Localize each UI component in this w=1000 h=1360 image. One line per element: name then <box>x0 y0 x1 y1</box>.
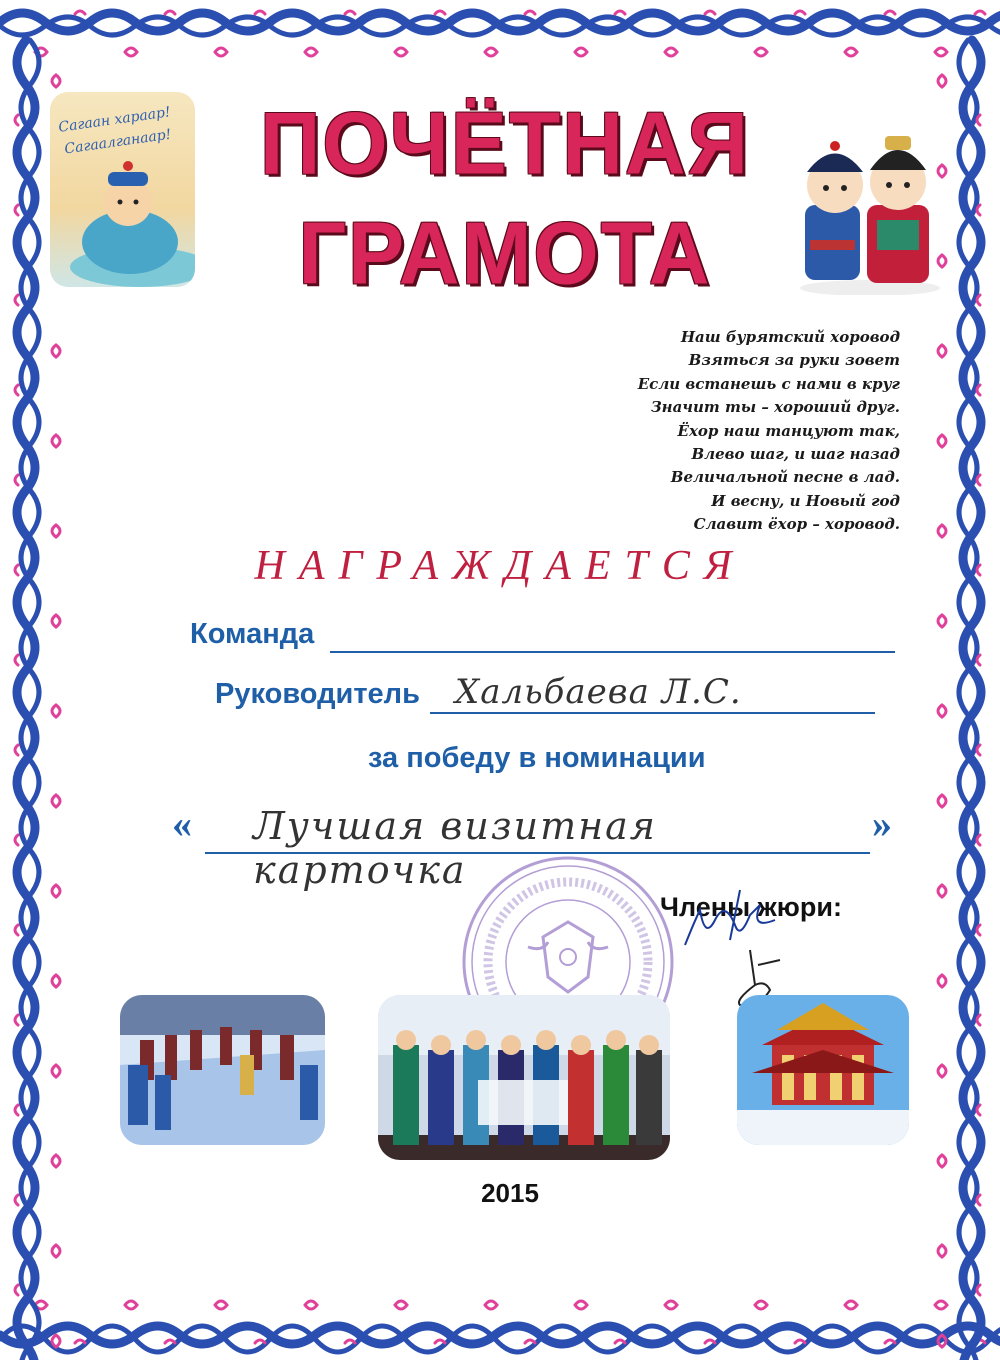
border-ornament <box>575 48 587 56</box>
quote-open: « <box>172 801 192 846</box>
border-ornament <box>345 1340 355 1343</box>
nomination-field-line <box>205 802 870 892</box>
border-ornament <box>52 75 60 87</box>
poem-line: Взяться за руки зовет <box>688 351 900 370</box>
border-ornament <box>52 1335 60 1347</box>
border-ornament <box>52 1245 60 1257</box>
border-ornament <box>345 11 355 14</box>
border-ornament <box>938 435 946 447</box>
border-ornament <box>938 885 946 897</box>
border-ornament <box>977 385 980 395</box>
border-ornament <box>15 925 18 935</box>
border-ornament <box>938 1155 946 1167</box>
border-ornament <box>52 615 60 627</box>
border-ornament <box>938 795 946 807</box>
buryat-children-icon <box>795 110 945 295</box>
border-ornament <box>665 48 677 56</box>
border-ornament <box>845 48 857 56</box>
border-ornament <box>75 11 85 14</box>
border-ornament <box>938 1065 946 1077</box>
photo-temple <box>737 995 909 1145</box>
jury-label: Члены жюри: <box>660 892 842 922</box>
badge-text-line1: Сагаан хараар! <box>57 104 172 136</box>
signature-1 <box>680 880 790 950</box>
leader-value: Хальбаева Л.С. <box>455 672 742 712</box>
poem-line: Славит ёхор – хоровод. <box>693 515 900 534</box>
poem-line: Значит ты – хороший друг. <box>650 398 900 417</box>
leader-label: Руководитель <box>215 678 420 710</box>
border-ornament <box>938 1245 946 1257</box>
leader-field-line <box>430 672 875 714</box>
border-ornament <box>15 475 18 485</box>
border-ornament <box>525 11 535 14</box>
border-ornament <box>215 1301 227 1309</box>
border-ornament <box>15 1015 18 1025</box>
border-ornament <box>485 48 497 56</box>
border-ornament <box>977 205 980 215</box>
border-ornament <box>15 385 18 395</box>
border-ornament <box>52 1065 60 1077</box>
photo-stage-performance <box>378 995 670 1160</box>
border-ornament <box>125 1301 137 1309</box>
border-ornament <box>525 1340 535 1343</box>
border-ornament <box>165 11 175 14</box>
certificate-title-line1: ПОЧЁТНАЯ <box>260 93 750 193</box>
border-ornament <box>755 1301 767 1309</box>
border-ornament <box>977 655 980 665</box>
certificate-title-line2: ГРАМОТА <box>298 203 712 303</box>
border-ornament <box>705 1340 715 1343</box>
border-ornament <box>977 295 980 305</box>
border-ornament <box>935 48 947 56</box>
poem-line: И весну, и Новый год <box>711 491 900 510</box>
nomination-value: Лучшая визитная карточка <box>253 804 657 892</box>
border-ornament <box>52 345 60 357</box>
border-ornament <box>15 655 18 665</box>
border-ornament <box>845 1301 857 1309</box>
nomination-label: за победу в номинации <box>368 742 706 774</box>
badge-text-line2: Сагаалганаар! <box>63 126 173 158</box>
border-ornament <box>975 11 985 14</box>
border-ornament <box>15 1195 18 1205</box>
border-ornament <box>485 1301 497 1309</box>
border-ornament <box>52 435 60 447</box>
border-ornament <box>75 1340 85 1343</box>
poem-line: Наш бурятский хоровод <box>680 328 900 346</box>
border-ornament <box>52 795 60 807</box>
border-ornament <box>977 565 980 575</box>
photo-dance-circle <box>120 995 325 1145</box>
border-ornament <box>395 1301 407 1309</box>
border-ornament <box>15 205 18 215</box>
border-ornament <box>165 1340 175 1343</box>
border-ornament <box>15 835 18 845</box>
border-ornament <box>938 975 946 987</box>
border-ornament <box>665 1301 677 1309</box>
border-ornament <box>938 75 946 87</box>
border-ornament <box>615 1340 625 1343</box>
border-ornament <box>575 1301 587 1309</box>
team-field-line <box>330 625 895 653</box>
border-ornament <box>938 705 946 717</box>
border-ornament <box>977 1015 980 1025</box>
border-ornament <box>977 835 980 845</box>
border-ornament <box>435 1340 445 1343</box>
border-ornament <box>435 11 445 14</box>
border-ornament <box>795 1340 805 1343</box>
border-ornament <box>615 11 625 14</box>
border-ornament <box>52 1155 60 1167</box>
year: 2015 <box>481 1178 539 1208</box>
awarded-heading: НАГРАЖДАЕТСЯ <box>254 543 746 589</box>
border-ornament <box>755 48 767 56</box>
border-ornament <box>125 48 137 56</box>
border-ornament <box>52 975 60 987</box>
border-ornament <box>15 1285 18 1295</box>
border-ornament <box>938 345 946 357</box>
border-ornament <box>15 115 18 125</box>
border-ornament <box>52 705 60 717</box>
border-ornament <box>935 1301 947 1309</box>
quote-close: » <box>872 801 892 846</box>
border-ornament <box>705 11 715 14</box>
border-ornament <box>15 745 18 755</box>
border-ornament <box>15 1105 18 1115</box>
border-ornament <box>885 1340 895 1343</box>
border-ornament <box>15 295 18 305</box>
border-ornament <box>938 615 946 627</box>
poem <box>480 326 900 537</box>
poem-line: Если встанешь с нами в круг <box>637 374 900 393</box>
border-ornament <box>938 525 946 537</box>
border-ornament <box>977 1105 980 1115</box>
border-ornament <box>977 1195 980 1205</box>
border-ornament <box>52 525 60 537</box>
poem-line: Ёхор наш танцуют так, <box>677 421 900 440</box>
border-ornament <box>977 475 980 485</box>
border-ornament <box>977 115 980 125</box>
border-ornament <box>885 11 895 14</box>
border-ornament <box>305 48 317 56</box>
child-figure-icon <box>50 92 195 287</box>
border-ornament <box>795 11 805 14</box>
poem-line: Влево шаг, и шаг назад <box>691 445 900 464</box>
poem-line: Величальной песне в лад. <box>670 468 900 487</box>
border-ornament <box>52 885 60 897</box>
border-ornament <box>255 11 265 14</box>
border-ornament <box>977 1285 980 1295</box>
border-ornament <box>255 1340 265 1343</box>
border-ornament <box>215 48 227 56</box>
border-ornament <box>977 745 980 755</box>
border-ornament <box>15 565 18 575</box>
team-label: Команда <box>190 618 315 650</box>
border-ornament <box>977 925 980 935</box>
border-ornament <box>305 1301 317 1309</box>
badge-picture <box>50 92 195 287</box>
border-ornament <box>395 48 407 56</box>
